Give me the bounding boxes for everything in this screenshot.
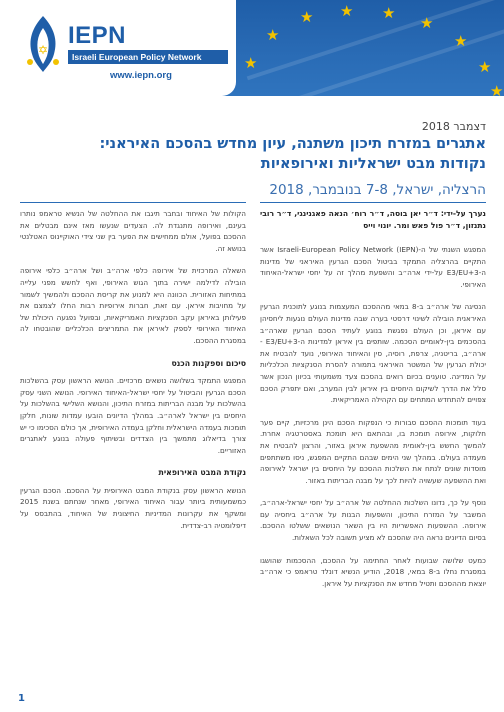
paragraph: בעוד תומכות ההסכם סבורות כי הנפקות הסכם הינן מרכזיות, קיים פער חלוקות, אירופה תומכת בו, ובהתאם היא תומכת באסטרטגיה אחרת. להמשך החשש בין-לאומית מהשפעת איראן באזור, והרצון להבטיח את מעמדה בעולם. במהלך שני הימים שבהם התקיים המפגש, ניסו משתתפים מוסדות שונים לנתח את השלכות ההסכם על היחסים בין ישראל לאירופה ואת ההשפעה שעשויה להיות לכך על מבנה הבריתות באזור. bbox=[260, 417, 486, 485]
org-short-name: IEPN bbox=[68, 22, 127, 49]
paragraph: השאלה המרכזית של אירופה כלפי ארה״ב ושל ארה״ב כלפי אירופה הובילה לדילמה ישירה בתוך הגוש האירופי, ואף לחשש מפני עלייה במתיחות האזורית. הכוונה היא למנוע את קריסת ההסכם ולהמשיך לשמור על מחויבות איראן. עם זאת, חברות אירופיות רבות החלו לצמצם את פעילותן באיראן עקב הסנקציות האמריקאיות, ובפועל נפגעה היכולת של האיחוד האירופי לספק לאיראן את התמריצים הכלכליים שהובטחו לה במסגרת ההסכם. bbox=[20, 266, 246, 345]
eu-star-icon: ★ bbox=[340, 2, 354, 20]
title-divider-right bbox=[260, 202, 486, 203]
eu-star-icon: ★ bbox=[420, 14, 434, 32]
doc-title-line2: נקודות מבט ישראליות ואירופאיות bbox=[260, 156, 486, 172]
paragraph: נוסף על כך, נדונו השלכות ההחלטה של ארה״ב על יחסי ישראל-ארה״ב, המשבר על המזרח התיכון, והשפעות הבנות על ארה״ב ביחסיה עם אירופה. ההשפעות האפשריות היו בין השאר הנושאים ששלטו ההסכם. בסיום הדיונים נראה היה שהסכם לא מציע תשובה לכל השאלות. bbox=[260, 498, 486, 543]
right-column bbox=[260, 208, 486, 694]
eu-star-icon: ★ bbox=[300, 8, 314, 26]
eu-star-icon: ★ bbox=[382, 4, 396, 22]
doc-subtitle: הרצליה, ישראל, 7-8 בנובמבר, 2018 bbox=[269, 182, 486, 198]
authors-line: נערך על-ידי: ד״ר יאן בוסה, ד״ר רוח׳ הנאה פאגנינגי, ד״ר רובי נתנזון, ד״ר פול פאש ומר. יונוי וייס bbox=[260, 209, 486, 230]
paragraph: הנסיגה של ארה״ב ב-8 במאי מההסכם המעצמות בנוגע לתוכנית הגרעין האיראנית הובילה לשינוי דרסטי בערה שבה מדינות העולם נוגעות ליחסיהן עם איראן, וכן העולם נפגשת בנוגע לעתיד הסכם הגרעין שארה״ב בהסכמים בין-לאומיים הסכמה. שותפים בין איראן למדינות ה-3+E3/EU - ארה״ב, בריטניה, צרפת, רוסיה, סין והאיחוד האירופי, נועד להבטיח את יכולת הגרעין של המשטר האיראני בתמורה להסרת הסנקציות הכלכליות על המדינה. טוענים בכיום רואים בהסכם צעד משמעותי בכיוון הנכון אשר סלל את הדרך לשיקום היחסים בין איראן לבין המערב, ואם יתפרק הסכם צפויים להתחדש המתחים עם הקהילה האמריקאית. bbox=[260, 302, 486, 405]
logo-block bbox=[0, 0, 236, 96]
eu-star-icon: ★ bbox=[490, 82, 504, 96]
paragraph: המפגש השנתי של ה-Israeli-European Policy Network (IEPN) אשר התקיים בהרצליה התמקד בביטול הסכם הגרעין האיראני של מדינות ה-3+E3/EU על-ידי ארה״ב והשפעת מהלך זה על יחסי ישראל-האיחוד האירופי. bbox=[260, 245, 486, 289]
page-number: 1 bbox=[18, 693, 25, 704]
iepn-logo-icon bbox=[22, 14, 64, 74]
section-heading: סיכום וספקנות הכנס bbox=[171, 358, 246, 368]
paragraph: המפגש התמקד בשלושה נושאים מרכזיים. הנושא הראשון עסק בהשלכות הסכם הגרעין והביטול על יחסי ישראל-האיחוד האירופי. הנושא השני עסק בהשלכות על מבנה הבריתות במזרח התיכון, והנושא השלישי בהשלכות על היחסים בין ישראל לארה״ב. במהלך הדיונים הובעו עמדות שונות, חלקן תומכות בעמדה הישראלית וחלקן בעמדה האירופית, אך כולם הסכימו כי יש צורך בדיאלוג מתמשך בין הצדדים ובשיתוף פעולה בנוגע לאתגרים האזוריים. bbox=[20, 376, 246, 455]
paragraph: הקולות של האיחוד ובחבר תיגבו את ההחלטה של הנשיא טראמפ נותרו בעינם, ואירופה מתנגדת לה. הצעדים שנעשו מאז אינם מבטלים את ההסכם בפועל, אולם ממחישים את הפער בין שני צידי האוקיינוס האטלנטי בנושא זה. bbox=[20, 209, 246, 253]
eu-star-icon: ★ bbox=[478, 58, 492, 76]
section-heading: נקודת המבט האירופאית bbox=[158, 468, 246, 478]
eu-star-icon: ★ bbox=[454, 32, 468, 50]
left-column bbox=[20, 208, 246, 694]
org-url[interactable]: www.iepn.org bbox=[110, 70, 172, 81]
paragraph: כמעט שלושה שבועות לאחר החתימה על ההסכם, ההסכמות שהושגו במסגרת נחלו ב-8 במאי, 2018, הודיע הנשיא דונלד טראמפ כי ארה״ב יוצאת מההסכם ותטיל מחדש את הסנקציות על איראן. bbox=[260, 555, 486, 588]
doc-title-line1: אתגרים במזרח תיכון משתנה, עיון מחדש בהסכם האיראני: bbox=[99, 136, 486, 152]
doc-date: דצמבר 2018 bbox=[421, 120, 486, 133]
eu-star-icon: ★ bbox=[266, 26, 280, 44]
paragraph: הנושא הראשון עסק בנקודת המבט האירופית על ההסכם. הסכם הגרעין כמשמעותית ביותר עבור האיחוד האירופי, מאחר שנחתם בשנת 2015 ומשקף את עקרונות המדיניות החיצונית של האיחוד, בהתבסס על דיפלומטיה רב-צדדית. bbox=[20, 485, 246, 530]
org-full-name: Israeli European Policy Network bbox=[68, 50, 228, 64]
title-divider-left bbox=[20, 202, 246, 203]
eu-star-icon: ★ bbox=[244, 54, 258, 72]
svg-text:✡: ✡ bbox=[37, 43, 49, 57]
